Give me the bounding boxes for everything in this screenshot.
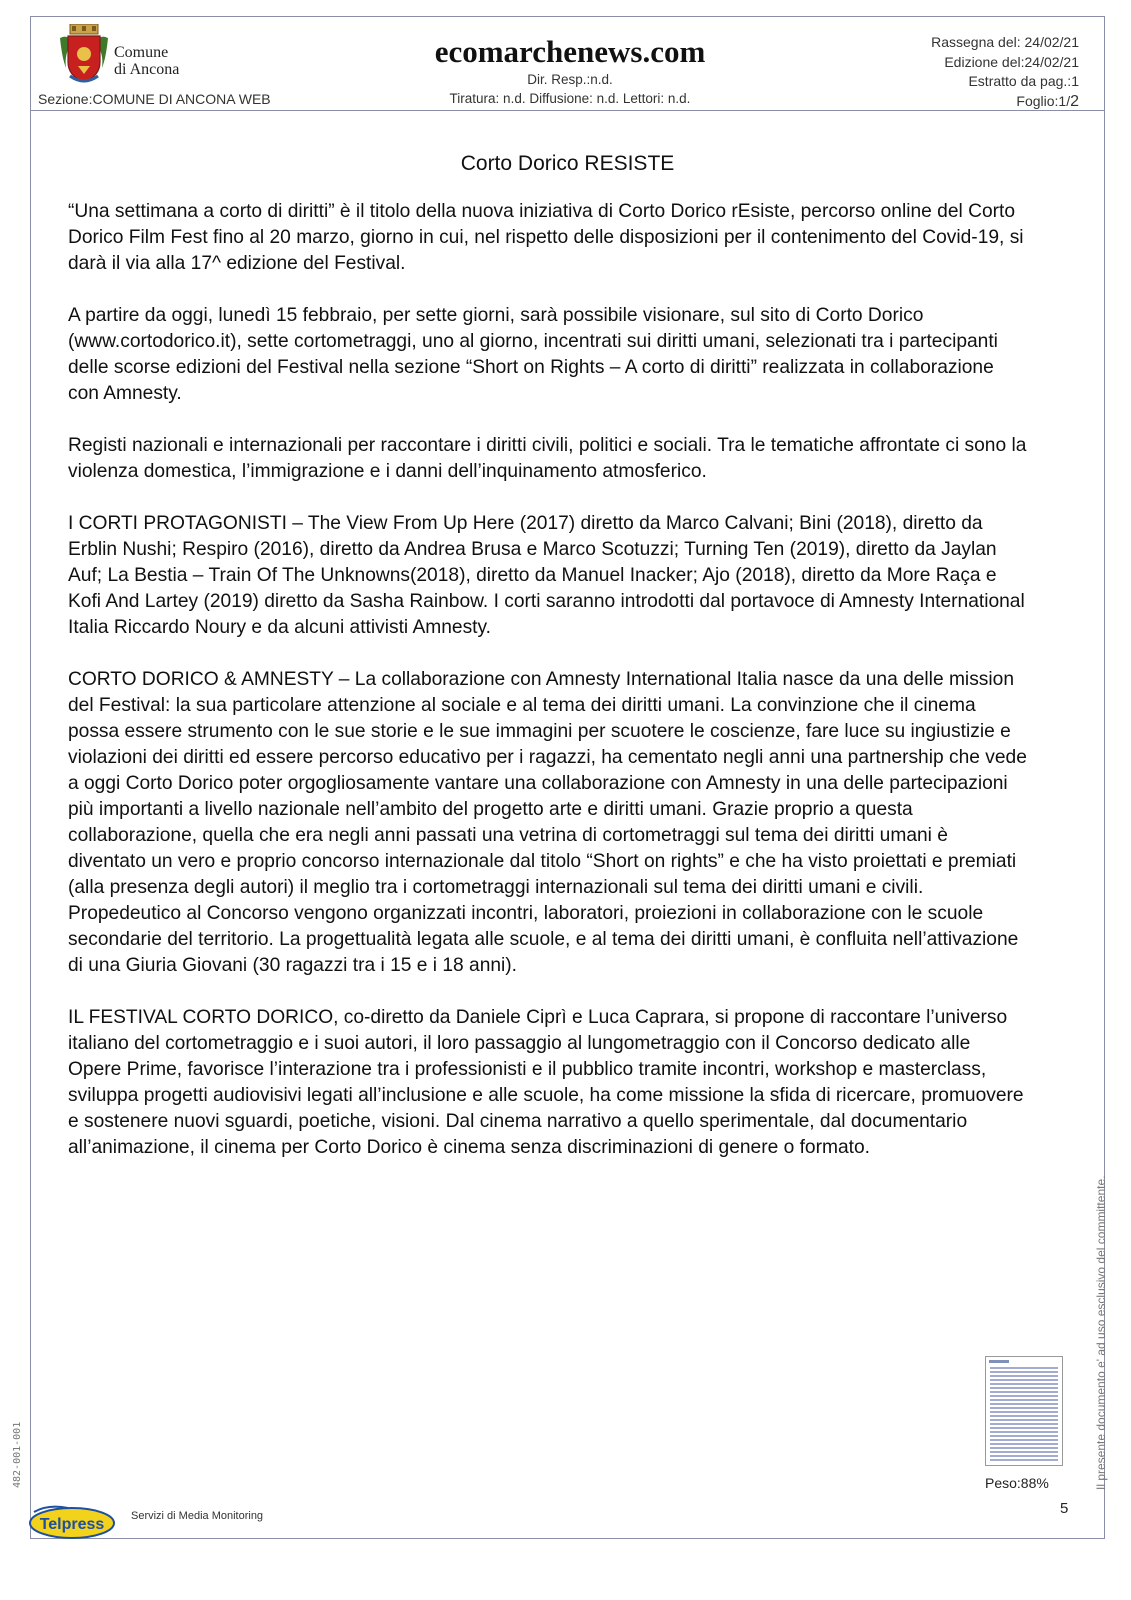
article-title: Corto Dorico RESISTE (460, 152, 675, 175)
thumbnail-text-lines (990, 1367, 1058, 1463)
telpress-logo-text: Telpress (39, 1516, 105, 1533)
foglio-count: Foglio:1/2 (1016, 92, 1079, 110)
article-paragraph: “Una settimana a corto di diritti” è il titolo della nuova iniziativa di Corto Dorico rEsiste, percorso online del Corto Dorico Film Fest fino al 20 marzo, giorno in cui, nel rispetto delle disposizioni per il contenimento del Covid-19, si darà il via alla 17^ edizione del Festival. (68, 201, 1024, 274)
sezione-label: Sezione:COMUNE DI ANCONA WEB (38, 91, 271, 107)
article-paragraph: CORTO DORICO & AMNESTY – La collaborazione con Amnesty International Italia nasce da una delle mission del Festival: la sua particolare attenzione al sociale e al tema dei diritti umani. La convinzione che il cinema possa essere strumento con le sue storie e le sue immagini per scuotere le coscienze, fare luce su ingiustizie e violazioni dei diritti ed essere percorso educativo per i ragazzi, ha cementato negli anni una partnership che vede a oggi Corto Dorico poter orgogliosamente vantare una collaborazione con Amnesty in una delle partecipazioni più importanti a livello nazionale nell’ambito del progetto arte e diritti umani. Grazie proprio a questa collaborazione, quella che era negli anni passati una vetrina di cortometraggi sul tema dei diritti umani è diventato un vero e proprio concorso internazionale dal titolo “Short on rights” e che ha visto proiettati e premiati (alla presenza degli autori) il meglio tra i cortometraggi internazionali sul tema dei diritti umani e civili. Propedeutico al Concorso vengono organizzati incontri, laboratori, proiezioni in collaborazione con le scuole secondarie del territorio. La progettualità legata alle scuole, e al tema dei diritti umani, è confluita nell’attivazione di una Giuria Giovani (30 ragazzi tra i 15 e i 18 anni). (68, 669, 1027, 976)
page-number: 5 (1060, 1500, 1069, 1517)
document-code: 482-001-001 (12, 1421, 23, 1488)
ancona-coat-of-arms-icon (56, 24, 112, 86)
rassegna-date: Rassegna del: 24/02/21 (931, 34, 1079, 50)
usage-disclaimer: Il presente documento e' ad uso esclusivo del committente. (1094, 1175, 1108, 1490)
logo-text-line2: di Ancona (114, 61, 180, 78)
peso-label: Peso:88% (985, 1475, 1049, 1491)
dir-resp: Dir. Resp.:n.d. (527, 72, 613, 87)
thumbnail-header (989, 1360, 1009, 1363)
article-paragraph: A partire da oggi, lunedì 15 febbraio, per sette giorni, sarà possibile visionare, sul sito di Corto Dorico (www.cortodorico.it), sette cortometraggi, uno al giorno, incentrati sui diritti umani, selezionati tra i partecipanti delle scorse edizioni del Festival nella sezione “Short on Rights – A corto di diritti” realizzata in collaborazione con Amnesty. (68, 305, 998, 404)
servizi-label: Servizi di Media Monitoring (131, 1510, 264, 1522)
article-body (68, 199, 1028, 1187)
logo-text-line1: Comune (114, 44, 169, 61)
comune-logo-text (114, 44, 179, 78)
article-paragraph: IL FESTIVAL CORTO DORICO, co-diretto da Daniele Ciprì e Luca Caprara, si propone di raccontare l’universo italiano del cortometraggio e i suoi autori, il loro passaggio al lungometraggio con il Concorso dedicato alle Opere Prime, favorisce l’interazione tra i professionisti e il pubblico tramite incontri, workshop e masterclass, sviluppa progetti audiovisivi legati all’inclusione e alle scuole, ha come missione la sfida di ricercare, promuovere e sostenere nuovi sguardi, poetiche, visioni. Dal cinema narrativo a quello sperimentale, dal documentario all’animazione, il cinema per Corto Dorico è cinema senza discriminazioni di genere o formato. (68, 1007, 1024, 1158)
site-title: ecomarchenews.com (434, 34, 706, 69)
tiratura-info: Tiratura: n.d. Diffusione: n.d. Lettori: n.d. (449, 91, 691, 106)
telpress-logo-icon (28, 1502, 118, 1540)
estratto-page: Estratto da pag.:1 (968, 73, 1079, 89)
edizione-date: Edizione del:24/02/21 (944, 53, 1079, 70)
page-thumbnail-icon (985, 1356, 1063, 1466)
article-paragraph: Registi nazionali e internazionali per raccontare i diritti civili, politici e sociali. Tra le tematiche affrontate ci sono la violenza domestica, l’immigrazione e i danni dell’inquinamento atmosferico. (68, 435, 1027, 482)
edition-meta (931, 33, 1079, 111)
article-paragraph: I CORTI PROTAGONISTI – The View From Up Here (2017) diretto da Marco Calvani; Bini (2018), diretto da Erblin Nushi; Respiro (2016), diretto da Andrea Brusa e Marco Scotuzzi; Turning Ten (2019), diretto da Jaylan Auf; La Bestia – Train Of The Unknowns(2018), diretto da Manuel Inacker; Ajo (2018), diretto da More Raça e Kofi And Lartey (2019) diretto da Sasha Rainbow. I corti saranno introdotti dal portavoce di Amnesty International Italia Riccardo Noury e da alcuni attivisti Amnesty. (68, 513, 1025, 638)
